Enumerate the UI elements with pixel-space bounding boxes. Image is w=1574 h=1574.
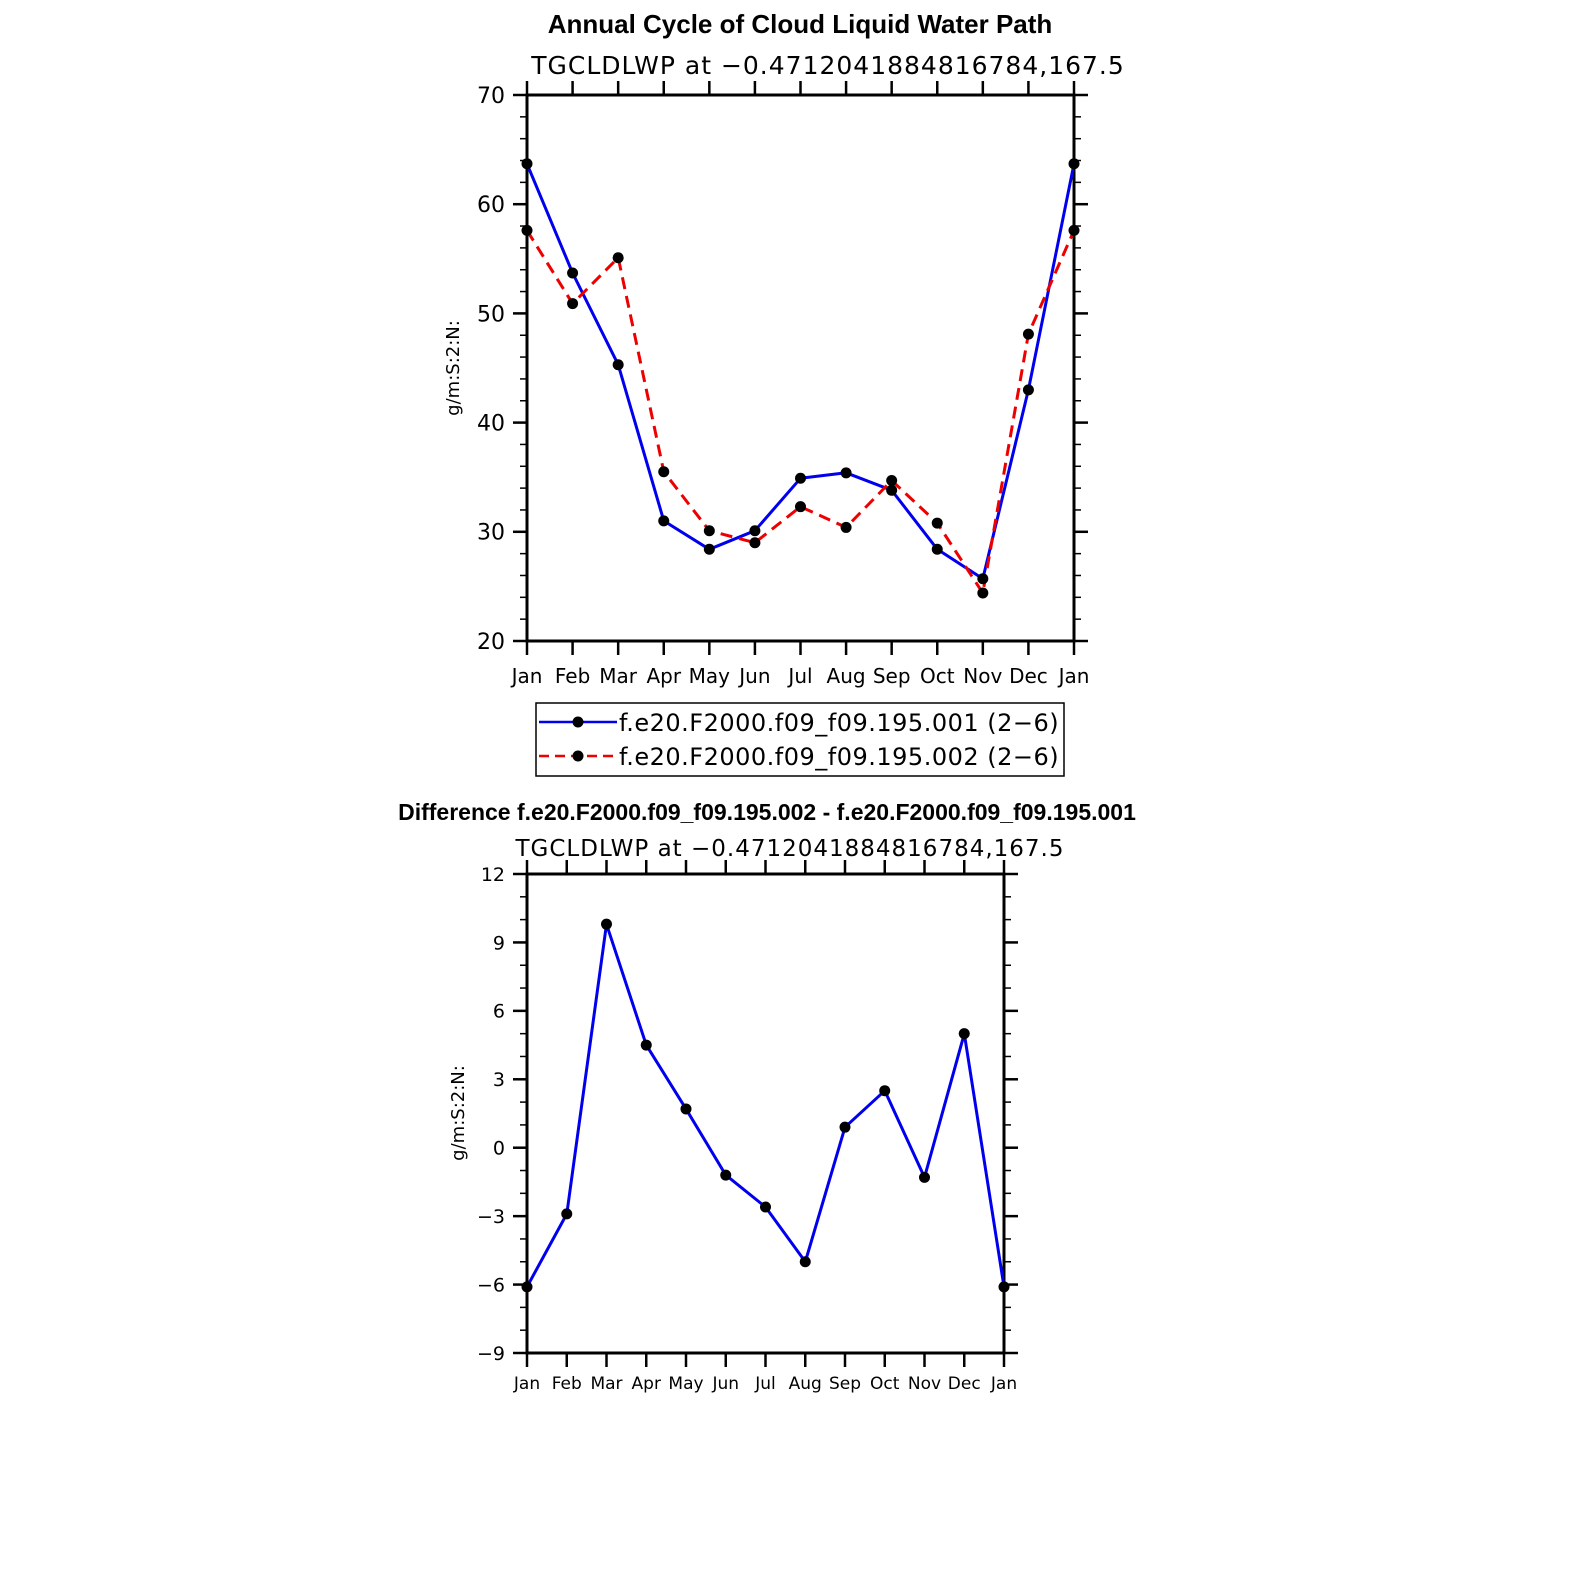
difference-y-tick-label: 3 bbox=[492, 1069, 505, 1092]
difference-y-tick-label: 0 bbox=[492, 1137, 505, 1160]
difference-x-tick-label: Jun bbox=[712, 1374, 740, 1394]
annual-cycle-x-tick-label: Mar bbox=[599, 664, 638, 688]
annual-cycle-x-tick-label: Jun bbox=[739, 664, 771, 688]
difference-x-tick-label: Feb bbox=[551, 1374, 582, 1394]
difference-y-tick-label: 12 bbox=[480, 863, 505, 886]
difference-x-tick-label: Mar bbox=[590, 1374, 623, 1394]
difference-x-tick-label: Nov bbox=[907, 1374, 942, 1394]
annual-cycle-y-tick-labels bbox=[477, 84, 505, 655]
annual-cycle-x-tick-label: Nov bbox=[963, 664, 1003, 688]
annual-cycle-series-2-point bbox=[977, 587, 988, 598]
annual-cycle-x-tick-label: Feb bbox=[554, 664, 591, 688]
difference-series-line-1 bbox=[527, 924, 1004, 1287]
difference-series-1-point bbox=[720, 1170, 731, 1181]
annual-cycle-x-tick-labels bbox=[510, 664, 1090, 688]
annual-cycle-series-2-point bbox=[522, 225, 533, 236]
annual-cycle-x-tick-label: Oct bbox=[919, 664, 955, 688]
difference-plot-frame bbox=[527, 874, 1004, 1353]
annual-cycle-title: Annual Cycle of Cloud Liquid Water Path bbox=[547, 9, 1053, 39]
difference-x-tick-label: Jan bbox=[513, 1374, 541, 1394]
annual-cycle-x-tick-label: Jul bbox=[788, 664, 813, 688]
annual-cycle-series-1-point bbox=[613, 359, 624, 370]
annual-cycle-y-tick-label: 20 bbox=[477, 629, 505, 655]
annual-cycle-y-tick-label: 40 bbox=[477, 411, 505, 437]
annual-cycle-series-1-point bbox=[749, 525, 760, 536]
difference-x-tick-label: Jul bbox=[755, 1374, 776, 1394]
annual-cycle-series-2-point bbox=[567, 298, 578, 309]
annual-cycle-series-2-point bbox=[1069, 225, 1080, 236]
annual-cycle-panel bbox=[443, 9, 1125, 776]
annual-cycle-series-1-point bbox=[704, 544, 715, 555]
difference-y-tick-label: −6 bbox=[476, 1274, 505, 1297]
difference-subtitle: TGCLDLWP at −0.4712041884816784,167.5 bbox=[515, 836, 1065, 862]
annual-cycle-series-1-point bbox=[1069, 158, 1080, 169]
difference-y-tick-labels bbox=[477, 864, 505, 1365]
annual-cycle-y-tick-label: 30 bbox=[477, 520, 505, 546]
annual-cycle-series-2-point bbox=[932, 518, 943, 529]
annual-cycle-x-tick-label: Jan bbox=[1058, 664, 1090, 688]
legend-label-series-1: f.e20.F2000.f09_f09.195.001 (2−6) bbox=[619, 709, 1060, 737]
difference-markers bbox=[522, 919, 1010, 1293]
difference-x-tick-labels bbox=[513, 1374, 1017, 1394]
legend-label-series-2: f.e20.F2000.f09_f09.195.002 (2−6) bbox=[619, 743, 1060, 771]
difference-series-1-point bbox=[800, 1256, 811, 1267]
annual-cycle-x-tick-label: Jan bbox=[511, 664, 543, 688]
difference-x-tick-label: May bbox=[668, 1374, 704, 1394]
annual-cycle-series-2-point bbox=[658, 466, 669, 477]
difference-panel bbox=[398, 799, 1136, 1394]
difference-series-lines bbox=[527, 924, 1004, 1287]
annual-cycle-series-line-2 bbox=[527, 230, 1074, 593]
difference-title: Difference f.e20.F2000.f09_f09.195.002 - f.e20.F2000.f09_f09.195.001 bbox=[398, 799, 1136, 825]
annual-cycle-series-1-point bbox=[977, 573, 988, 584]
annual-cycle-y-tick-label: 50 bbox=[477, 302, 505, 328]
difference-series-1-point bbox=[641, 1040, 652, 1051]
annual-cycle-x-tick-label: Aug bbox=[826, 664, 866, 688]
legend-marker-series-1 bbox=[573, 717, 584, 728]
annual-cycle-series-1-point bbox=[1023, 384, 1034, 395]
annual-cycle-x-tick-label: May bbox=[688, 664, 731, 688]
annual-cycle-x-tick-label: Sep bbox=[872, 664, 911, 688]
annual-cycle-series-1-point bbox=[658, 515, 669, 526]
annual-cycle-y-tick-label: 60 bbox=[477, 193, 505, 219]
difference-x-tick-label: Jan bbox=[990, 1374, 1018, 1394]
difference-y-tick-label: 9 bbox=[492, 932, 505, 955]
annual-cycle-x-tick-label: Dec bbox=[1009, 664, 1048, 688]
annual-cycle-series-2-point bbox=[886, 475, 897, 486]
difference-series-1-point bbox=[999, 1281, 1010, 1292]
difference-series-1-point bbox=[760, 1202, 771, 1213]
annual-cycle-series-2-point bbox=[795, 501, 806, 512]
annual-cycle-y-tick-label: 70 bbox=[477, 83, 505, 109]
annual-cycle-series-2-point bbox=[613, 252, 624, 263]
annual-cycle-series-1-point bbox=[841, 467, 852, 478]
difference-y-tick-label: 6 bbox=[492, 1000, 505, 1023]
difference-series-1-point bbox=[522, 1281, 533, 1292]
annual-cycle-series-1-point bbox=[567, 267, 578, 278]
annual-cycle-series-2-point bbox=[704, 525, 715, 536]
annual-cycle-legend bbox=[536, 703, 1064, 776]
difference-x-tick-label: Dec bbox=[947, 1374, 981, 1394]
annual-cycle-series-1-point bbox=[932, 544, 943, 555]
annual-cycle-markers bbox=[522, 158, 1080, 598]
difference-series-1-point bbox=[879, 1085, 890, 1096]
annual-cycle-series-lines bbox=[527, 164, 1074, 593]
difference-x-tick-label: Sep bbox=[828, 1374, 862, 1394]
annual-cycle-series-2-point bbox=[1023, 329, 1034, 340]
difference-y-tick-label: −9 bbox=[476, 1342, 505, 1365]
annual-cycle-series-1-point bbox=[795, 473, 806, 484]
annual-cycle-series-2-point bbox=[749, 537, 760, 548]
difference-series-1-point bbox=[840, 1122, 851, 1133]
annual-cycle-series-1-point bbox=[886, 485, 897, 496]
annual-cycle-subtitle: TGCLDLWP at −0.4712041884816784,167.5 bbox=[531, 51, 1125, 80]
annual-cycle-series-line-1 bbox=[527, 164, 1074, 579]
legend-marker-series-2 bbox=[573, 751, 584, 762]
annual-cycle-plot-frame bbox=[527, 95, 1074, 641]
annual-cycle-series-2-point bbox=[841, 522, 852, 533]
difference-series-1-point bbox=[681, 1103, 692, 1114]
difference-y-tick-label: −3 bbox=[476, 1205, 505, 1228]
annual-cycle-series-1-point bbox=[522, 158, 533, 169]
difference-series-1-point bbox=[601, 919, 612, 930]
difference-series-1-point bbox=[919, 1172, 930, 1183]
difference-x-tick-label: Aug bbox=[788, 1374, 822, 1394]
annual-cycle-y-axis-label: g/m:S:2:N: bbox=[443, 320, 464, 416]
difference-x-tick-label: Apr bbox=[631, 1374, 661, 1394]
difference-series-1-point bbox=[959, 1028, 970, 1039]
difference-y-axis-label: g/m:S:2:N: bbox=[448, 1065, 469, 1161]
difference-series-1-point bbox=[561, 1208, 572, 1219]
difference-x-tick-label: Oct bbox=[870, 1374, 900, 1394]
annual-cycle-ticks bbox=[513, 81, 1088, 655]
annual-cycle-x-tick-label: Apr bbox=[646, 664, 682, 688]
